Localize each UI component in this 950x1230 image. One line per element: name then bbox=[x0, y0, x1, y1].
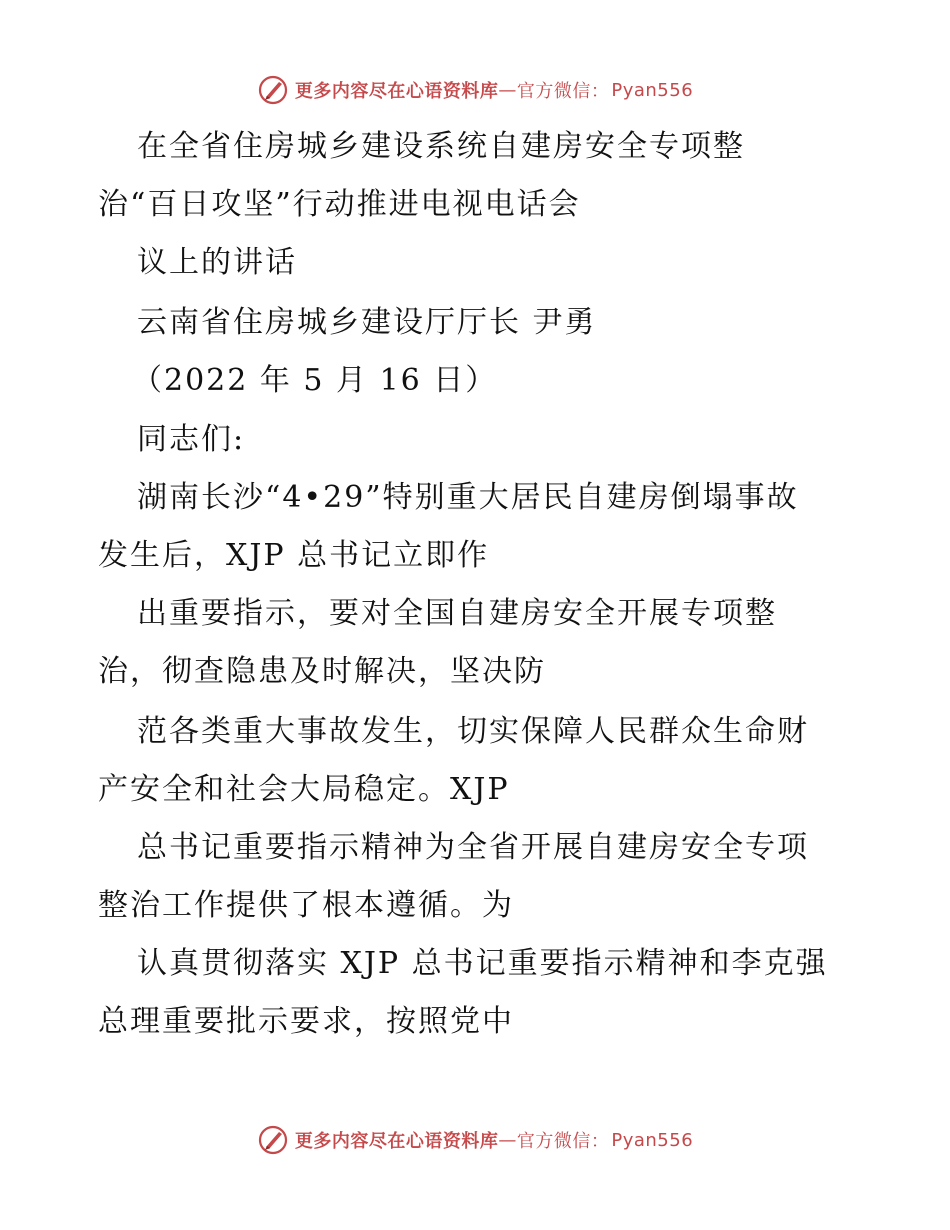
body-line-2: 发生后，XJP 总书记立即作 bbox=[98, 538, 490, 573]
body-line-8: 整治工作提供了根本遵循。为 bbox=[98, 888, 514, 923]
title-line-2: 治“百日攻坚”行动推进电视电话会 bbox=[98, 187, 581, 222]
title-line-3: 议上的讲话 bbox=[137, 245, 297, 280]
watermark-id: Pyan556 bbox=[611, 1129, 694, 1151]
greeting-line: 同志们: bbox=[137, 422, 246, 457]
quill-logo-icon bbox=[257, 1124, 289, 1156]
body-line-7: 总书记重要指示精神为全省开展自建房安全专项 bbox=[137, 830, 809, 865]
body-line-9: 认真贯彻落实 XJP 总书记重要指示精神和李克强 bbox=[137, 946, 828, 981]
body-line-4: 治，彻查隐患及时解决，坚决防 bbox=[98, 654, 546, 689]
watermark-label: 官方微信： bbox=[516, 1131, 610, 1152]
body-line-1: 湖南长沙“4•29”特别重大居民自建房倒塌事故 bbox=[137, 480, 799, 515]
watermark-dash: — bbox=[498, 1129, 517, 1151]
watermark-footer bbox=[0, 1120, 950, 1160]
speaker-line: 云南省住房城乡建设厅厅长 尹勇 bbox=[137, 305, 597, 340]
body-line-3: 出重要指示，要对全国自建房安全开展专项整 bbox=[137, 596, 777, 631]
body-line-5: 范各类重大事故发生，切实保障人民群众生命财 bbox=[137, 714, 809, 749]
title-line-1: 在全省住房城乡建设系统自建房安全专项整 bbox=[137, 129, 745, 164]
watermark-label: 官方微信： bbox=[516, 81, 610, 102]
watermark-id: Pyan556 bbox=[611, 79, 694, 101]
watermark-text: 更多内容尽在心语资料库 bbox=[294, 81, 499, 102]
watermark-dash: — bbox=[498, 79, 517, 101]
body-line-10: 总理重要批示要求，按照党中 bbox=[98, 1004, 514, 1039]
date-line: （2022 年 5 月 16 日） bbox=[132, 363, 498, 398]
quill-logo-icon bbox=[257, 74, 289, 106]
watermark-header bbox=[0, 70, 950, 110]
body-line-6: 产安全和社会大局稳定。XJP bbox=[98, 772, 510, 807]
watermark-text: 更多内容尽在心语资料库 bbox=[294, 1131, 499, 1152]
